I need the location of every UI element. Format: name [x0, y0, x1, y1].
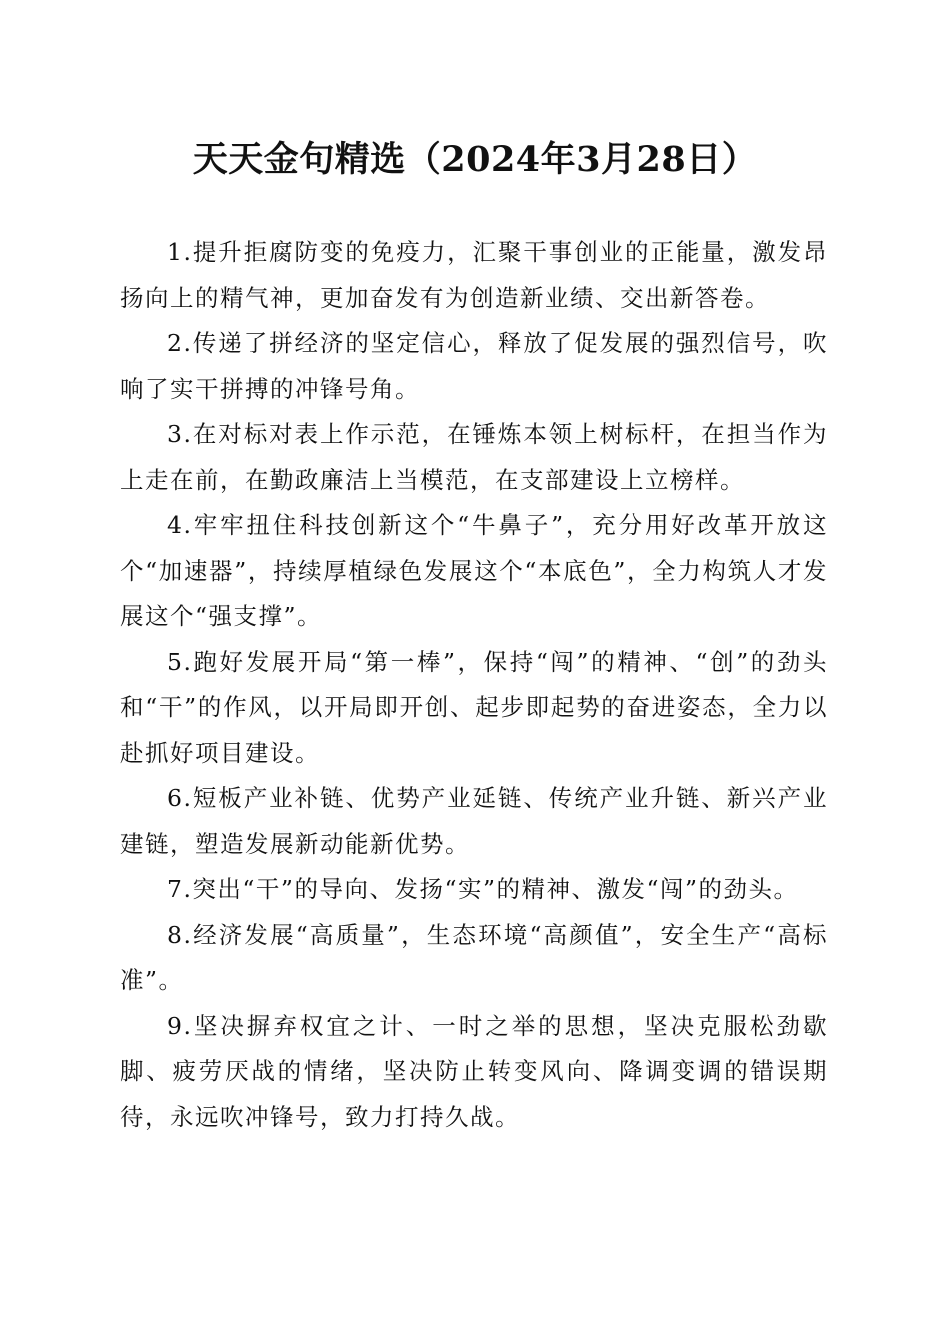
paragraph-1: 1.提升拒腐防变的免疫力，汇聚干事创业的正能量，激发昂扬向上的精气神，更加奋发有为创造新业绩、交出新答卷。 — [120, 238, 828, 312]
paragraph-6: 6.短板产业补链、优势产业延链、传统产业升链、新兴产业建链，塑造发展新动能新优势。 — [120, 784, 828, 858]
page-title: 天天金句精选（2024年3月28日） — [192, 139, 758, 180]
paragraph-2: 2.传递了拼经济的坚定信心，释放了促发展的强烈信号，吹响了实干拼搏的冲锋号角。 — [120, 329, 828, 403]
paragraph-5: 5.跑好发展开局“第一棒”，保持“闯”的精神、“创”的劲头和“干”的作风，以开局即开创、起步即起势的奋进姿态，全力以赴抓好项目建设。 — [120, 647, 828, 767]
paragraph-3: 3.在对标对表上作示范，在锤炼本领上树标杆，在担当作为上走在前，在勤政廉洁上当模范，在支部建设上立榜样。 — [120, 420, 828, 494]
paragraph-8: 8.经济发展“高质量”，生态环境“高颜值”，安全生产“高标准”。 — [120, 920, 828, 994]
paragraph-7: 7.突出“干”的导向、发扬“实”的精神、激发“闯”的劲头。 — [167, 875, 799, 903]
paragraph-4: 4.牢牢扭住科技创新这个“牛鼻子”，充分用好改革开放这个“加速器”，持续厚植绿色发展这个“本底色”，全力构筑人才发展这个“强支撑”。 — [120, 511, 828, 630]
document-body — [120, 230, 828, 1140]
paragraph-9: 9.坚决摒弃权宜之计、一时之举的思想，坚决克服松劲歇脚、疲劳厌战的情绪，坚决防止转变风向、降调变调的错误期待，永远吹冲锋号，致力打持久战。 — [120, 1011, 828, 1131]
